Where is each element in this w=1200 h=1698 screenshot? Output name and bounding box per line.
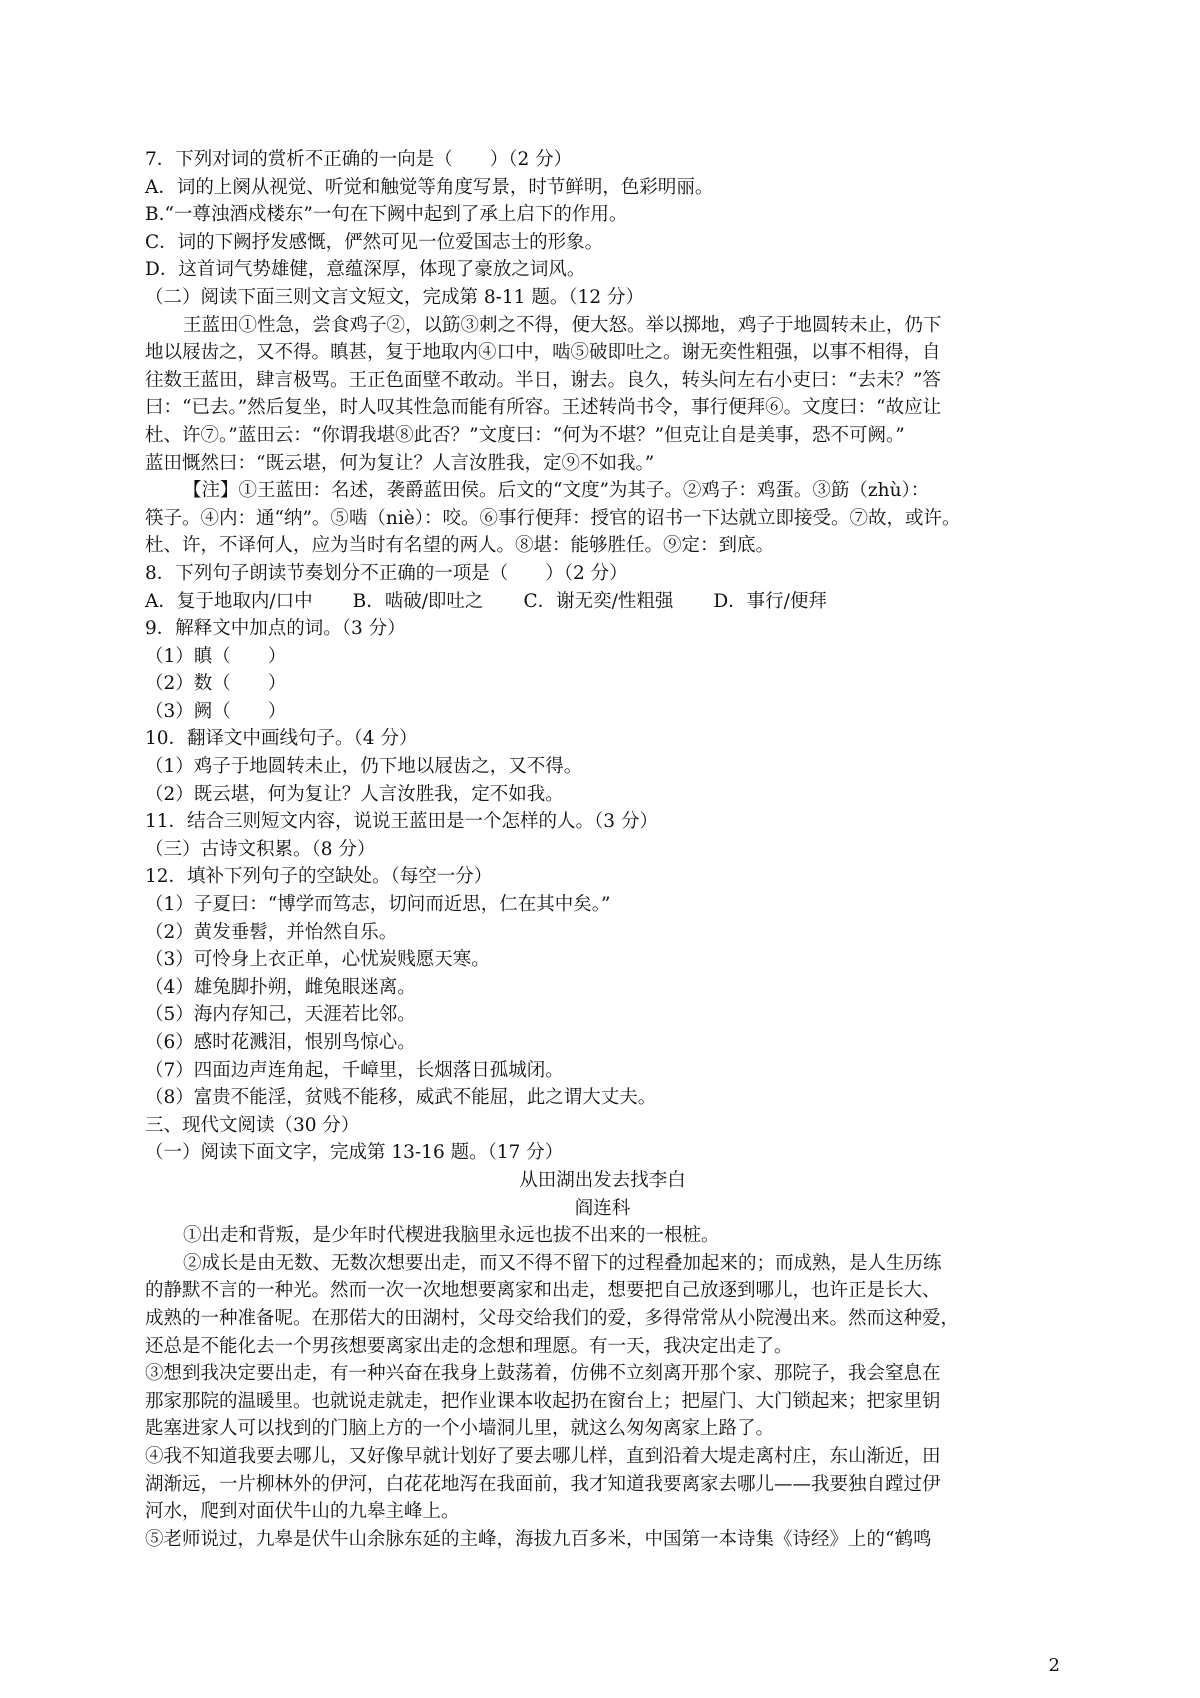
text-line: （3）可怜身上衣正单，心忧炭贱愿天寒。 bbox=[145, 949, 490, 971]
text-line: 12．填补下列句子的空缺处。（每空一分） bbox=[145, 866, 493, 888]
text-line: （7）四面边声连角起，千嶂里，长烟落日孤城闭。 bbox=[145, 1059, 564, 1081]
text-line: （3）阙（ ） bbox=[145, 700, 287, 722]
text-line: 杜、许⑦。”蓝田云：“你谓我堪⑧此否？”文度曰：“何为不堪？”但克让自是美事，恐不可阙。” bbox=[145, 424, 905, 446]
text-line: （2）黄发垂髫，并怡然自乐。 bbox=[145, 921, 398, 943]
text-line: 成熟的一种准备呢。在那偌大的田湖村，父母交给我们的爱，多得常常从小院漫出来。然而这种爱， bbox=[145, 1307, 960, 1329]
answer-option: B．啮破/即吐之 bbox=[352, 590, 484, 612]
text-line: 湖渐远，一片柳林外的伊河，白花花地泻在我面前，我才知道我要离家去哪儿——我要独自蹚过伊 bbox=[145, 1473, 941, 1495]
text-line: （二）阅读下面三则文言文短文，完成第 8-11 题。（12 分） bbox=[145, 286, 644, 308]
page-number: 2 bbox=[1048, 1655, 1060, 1676]
text-line: （1）瞋（ ） bbox=[145, 645, 287, 667]
text-line: 筷子。④内：通“纳”。⑤啮（niè）：咬。⑥事行便拜：授官的诏书一下达就立即接受。⑦故，或许。 bbox=[145, 507, 961, 529]
centered-heading: 从田湖出发去找李白 bbox=[519, 1169, 686, 1191]
text-line: 11．结合三则短文内容，说说王蓝田是一个怎样的人。（3 分） bbox=[145, 811, 658, 833]
text-line: （8）富贵不能淫，贫贱不能移，威武不能屈，此之谓大丈夫。 bbox=[145, 1087, 657, 1109]
text-line: A．词的上阕从视觉、听觉和触觉等角度写景，时节鲜明，色彩明丽。 bbox=[145, 176, 714, 198]
answer-option: D．事行/便拜 bbox=[713, 590, 827, 612]
answer-options-row bbox=[145, 588, 1060, 616]
text-line: （2）数（ ） bbox=[145, 673, 287, 695]
answer-option: A．复于地取内/口中 bbox=[145, 590, 313, 612]
text-line: D．这首词气势雄健，意蕴深厚，体现了豪放之词风。 bbox=[145, 259, 586, 281]
text-line: ①出走和背叛，是少年时代楔进我脑里永远也拔不出来的一根桩。 bbox=[183, 1225, 720, 1247]
text-line: （5）海内存知己，天涯若比邻。 bbox=[145, 1004, 416, 1026]
document-body bbox=[145, 146, 1060, 1553]
text-line: 曰：“已去。”然后复坐，时人叹其性急而能有所容。王述转尚书令，事行便拜⑥。文度曰：“故应让 bbox=[145, 397, 942, 419]
text-line: 那家那院的温暖里。也就说走就走，把作业课本收起扔在窗台上；把屋门、大门锁起来；把家里钥 bbox=[145, 1390, 941, 1412]
text-line: 还总是不能化去一个男孩想要离家出走的念想和理愿。有一天，我决定出走了。 bbox=[145, 1335, 793, 1357]
text-line: 7．下列对词的赏析不正确的一向是（ ）（2 分） bbox=[145, 149, 573, 170]
text-line: 三、现代文阅读（30 分） bbox=[145, 1114, 360, 1136]
text-line: （一）阅读下面文字，完成第 13-16 题。（17 分） bbox=[145, 1142, 564, 1164]
text-line: 8．下列句子朗读节奏划分不正确的一项是（ ）（2 分） bbox=[145, 562, 628, 584]
text-line: （1）鸡子于地圆转未止，仍下地以屐齿之，又不得。 bbox=[145, 756, 583, 778]
text-line: 河水，爬到对面伏牛山的九皋主峰上。 bbox=[145, 1501, 460, 1523]
text-line: （1）子夏曰：“博学而笃志，切问而近思，仁在其中矣。” bbox=[145, 894, 611, 916]
text-line: ③想到我决定要出走，有一种兴奋在我身上鼓荡着，仿佛不立刻离开那个家、那院子，我会窒息在 bbox=[145, 1363, 941, 1385]
text-line: 9．解释文中加点的词。（3 分） bbox=[145, 618, 406, 640]
text-line: 匙塞进家人可以找到的门脑上方的一个小墙洞儿里，就这么匆匆离家上路了。 bbox=[145, 1418, 775, 1440]
text-line: 往数王蓝田，肆言极骂。王正色面壁不敢动。半日，谢去。良久，转头问左右小吏曰：“去未？”答 bbox=[145, 369, 941, 391]
text-line: （2）既云堪，何为复让？人言汝胜我，定不如我。 bbox=[145, 783, 564, 805]
text-line: ④我不知道我要去哪儿，又好像早就计划好了要去哪儿样，直到沿着大堤走离村庄，东山渐近，田 bbox=[145, 1445, 941, 1467]
text-line: 蓝田慨然曰：“既云堪，何为复让？人言汝胜我，定⑨不如我。” bbox=[145, 452, 655, 474]
text-line: （6）感时花溅泪，恨别鸟惊心。 bbox=[145, 1032, 416, 1053]
answer-option: C．谢无奕/性粗强 bbox=[523, 590, 674, 612]
text-line: ②成长是由无数、无数次想要出走，而又不得不留下的过程叠加起来的；而成熟，是人生历练 bbox=[183, 1252, 942, 1274]
text-line: 的静默不言的一种光。然而一次一次地想要离家和出走，想要把自己放逐到哪儿，也许正是长大、 bbox=[145, 1280, 941, 1302]
text-line: B.“一尊浊酒戍楼东”一句在下阙中起到了承上启下的作用。 bbox=[145, 204, 628, 226]
text-line: 地以屐齿之，又不得。瞋甚，复于地取内④口中，啮⑤破即吐之。谢无奕性粗强，以事不相得，自 bbox=[145, 342, 941, 364]
text-line: （三）古诗文积累。（8 分） bbox=[145, 838, 376, 860]
text-line: 【注】①王蓝田：名述，袭爵蓝田侯。后文的“文度”为其子。②鸡子：鸡蛋。③筯（zhù）： bbox=[183, 480, 930, 502]
text-line: 杜、许，不译何人，应为当时有名望的两人。⑧堪：能够胜任。⑨定：到底。 bbox=[145, 535, 775, 557]
text-line: ⑤老师说过，九皋是伏牛山余脉东延的主峰，海拔九百多米，中国第一本诗集《诗经》上的“鹤鸣 bbox=[145, 1528, 932, 1550]
text-line: 王蓝田①性急，尝食鸡子②，以筯③刺之不得，便大怒。举以掷地，鸡子于地圆转未止，仍下 bbox=[183, 314, 942, 336]
centered-heading: 阎连科 bbox=[574, 1197, 631, 1219]
text-line: 10．翻译文中画线句子。（4 分） bbox=[145, 728, 418, 750]
text-line: （4）雄兔脚扑朔，雌兔眼迷离。 bbox=[145, 976, 416, 998]
text-line: C．词的下阙抒发感慨，俨然可见一位爱国志士的形象。 bbox=[145, 231, 604, 253]
